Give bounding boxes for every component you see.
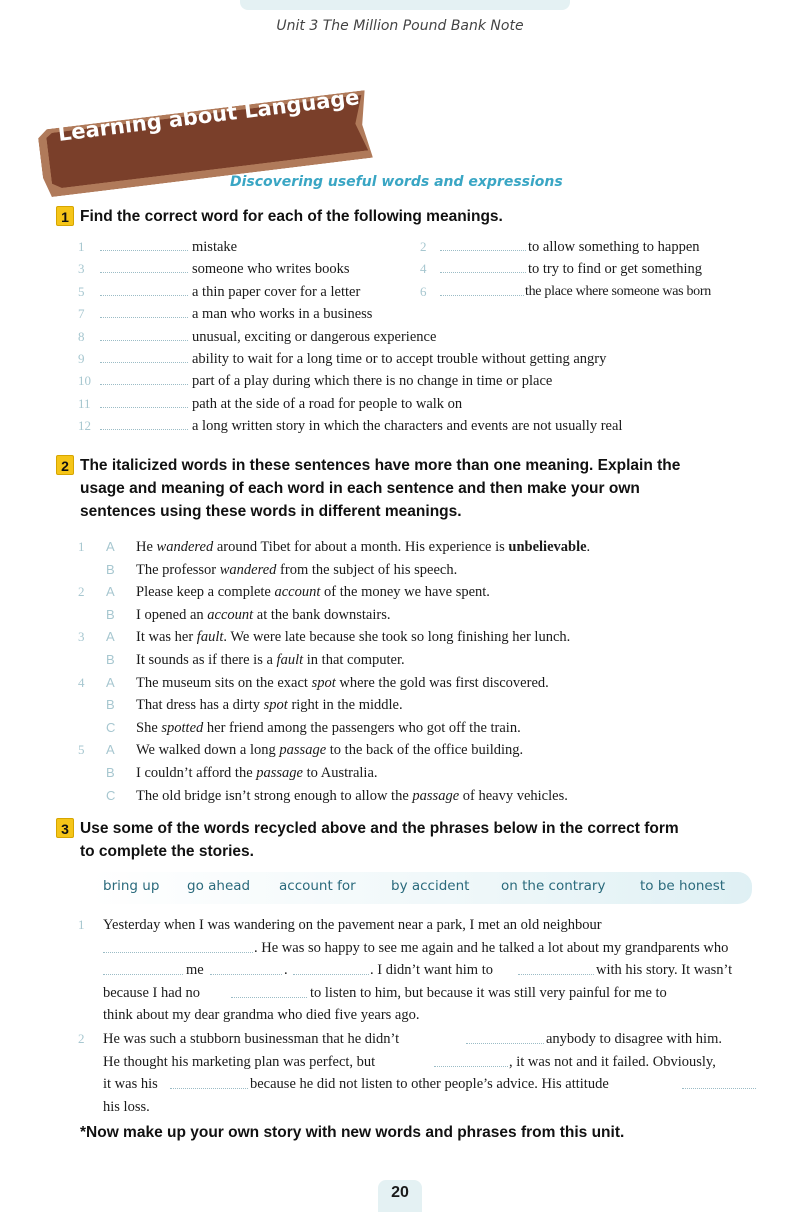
bold-word: unbelievable (508, 539, 587, 555)
answer-blank[interactable] (440, 272, 526, 273)
sentence-text (136, 559, 457, 582)
sentence-row (78, 739, 778, 762)
story-line (78, 1028, 778, 1051)
exercise-number-badge: 3 (56, 818, 74, 838)
story-text: . I didn’t want him to (370, 962, 493, 979)
item-number: 1 (78, 539, 85, 554)
sentence-fragment: to the back of the office building. (326, 742, 524, 759)
item-letter: B (106, 697, 115, 713)
italic-keyword: account (274, 584, 321, 601)
sentence-text (136, 694, 403, 717)
item-letter: B (106, 606, 115, 622)
list-item (78, 415, 778, 437)
italic-keyword: spot (311, 674, 336, 691)
sentence-fragment: The museum sits on the exact (136, 674, 312, 691)
page-number: 20 (391, 1184, 409, 1201)
sentence-fragment: I couldn’t afford the (136, 764, 257, 781)
item-definition: mistake (192, 239, 238, 255)
story-number: 1 (78, 917, 85, 932)
sentence-fragment: around Tibet for about a month. His experience is (213, 539, 509, 555)
answer-blank[interactable] (170, 1088, 248, 1089)
final-prompt: *Now make up your own story with new words and phrases from this unit. (80, 1124, 625, 1141)
item-number: 5 (78, 742, 85, 758)
item-definition: unusual, exciting or dangerous experience (192, 328, 437, 345)
instruction-line: The italicized words in these sentences have more than one meaning. Explain the (80, 457, 681, 474)
story-1 (78, 914, 778, 1027)
sentence-fragment: where the gold was first discovered. (335, 674, 549, 691)
story-text: . He was so happy to see me again and he talked a lot about my grandparents who (254, 939, 729, 956)
exercise-1-items (78, 236, 778, 438)
section-subtitle: Discovering useful words and expressions (230, 174, 563, 190)
story-text: , it was not and it failed. Obviously, (509, 1053, 716, 1070)
item-number: 6 (420, 283, 427, 299)
top-decor-band (240, 0, 570, 10)
sentence-row (78, 672, 778, 695)
italic-keyword: fault (196, 629, 224, 646)
item-number: 1 (78, 239, 85, 254)
italic-keyword: fault (276, 651, 304, 668)
item-letter: A (106, 674, 115, 690)
exercise-3-instruction (80, 817, 760, 863)
item-number: 5 (78, 283, 85, 299)
sentence-fragment: of the money we have spent. (320, 584, 490, 601)
item-number: 10 (78, 373, 91, 389)
sentence-fragment: I opened an (136, 606, 208, 623)
sentence-text (136, 536, 590, 559)
story-number: 2 (78, 1031, 85, 1046)
italic-keyword: spotted (161, 719, 204, 736)
item-letter: A (106, 629, 115, 645)
italic-keyword: wandered (156, 539, 214, 555)
sentence-fragment: . We were late because she took so long finishing her lunch. (223, 629, 571, 646)
sentence-row (78, 559, 778, 582)
answer-blank[interactable] (100, 272, 188, 273)
item-definition: a thin paper cover for a letter (192, 283, 361, 300)
item-number: 7 (78, 306, 85, 322)
exercise-1-instruction: Find the correct word for each of the following meanings. (80, 208, 503, 225)
list-item (78, 303, 778, 325)
sentence-text (136, 626, 570, 649)
item-letter: B (106, 561, 115, 577)
phrase-item: on the contrary (501, 878, 606, 894)
sentence-fragment: She (136, 719, 162, 736)
answer-blank[interactable] (682, 1088, 756, 1089)
phrase-item: go ahead (187, 878, 251, 894)
story-text: it was his (103, 1076, 158, 1093)
running-header: Unit 3 The Million Pound Bank Note (276, 18, 524, 34)
sentence-row (78, 762, 778, 785)
answer-blank[interactable] (466, 1043, 544, 1044)
sentence-fragment: right in the middle. (287, 697, 403, 714)
sentence-fragment: That dress has a dirty (136, 697, 264, 714)
item-definition: to try to find or get something (528, 261, 702, 278)
answer-blank[interactable] (100, 340, 188, 341)
list-item (78, 326, 778, 348)
list-item (78, 348, 778, 370)
story-text: He was such a stubborn businessman that he didn’t (103, 1031, 400, 1047)
item-number: 11 (78, 395, 91, 411)
item-number: 2 (78, 584, 85, 600)
sentence-fragment: in that computer. (303, 651, 405, 668)
list-item (78, 236, 778, 258)
italic-keyword: wandered (219, 561, 277, 578)
story-line (78, 1004, 778, 1027)
item-letter: A (106, 742, 115, 758)
item-number: 3 (78, 629, 85, 645)
item-definition: ability to wait for a long time or to accept trouble without getting angry (192, 350, 607, 367)
item-definition: path at the side of a road for people to walk on (192, 395, 463, 412)
story-text: me (186, 962, 204, 979)
story-text: anybody to disagree with him. (546, 1031, 722, 1047)
answer-blank[interactable] (434, 1066, 508, 1067)
italic-keyword: account (207, 606, 254, 623)
answer-blank[interactable] (100, 295, 188, 296)
sentence-fragment: The old bridge isn’t strong enough to allow the (136, 787, 413, 804)
story-line (78, 959, 778, 982)
sentence-text (136, 717, 521, 740)
story-line (78, 914, 778, 937)
sentence-fragment: . (586, 539, 591, 555)
instruction-line: to complete the stories. (80, 843, 254, 860)
item-number: 3 (78, 261, 85, 277)
sentence-fragment: It sounds as if there is a (136, 651, 277, 668)
sentence-text (136, 739, 523, 762)
exercise-3-heading (56, 817, 760, 863)
sentence-text (136, 581, 490, 604)
item-definition: a long written story in which the characters and events are not usually real (192, 418, 623, 435)
italic-keyword: passage (412, 787, 460, 804)
story-text: to listen to him, but because it was still very painful for me to (310, 984, 667, 1001)
item-number: 12 (78, 418, 91, 434)
sentence-fragment: from the subject of his speech. (276, 561, 458, 578)
phrase-item: by accident (391, 878, 470, 894)
story-text: Yesterday when I was wandering on the pavement near a park, I met an old neighbour (103, 917, 602, 933)
sentence-fragment: He (136, 539, 157, 555)
sentence-text (136, 604, 391, 627)
italic-keyword: passage (279, 742, 327, 759)
story-line (78, 1096, 778, 1119)
sentence-text (136, 785, 568, 808)
item-number: 4 (420, 261, 427, 277)
exercise-2-sentences (78, 536, 778, 807)
italic-keyword: spot (263, 697, 288, 714)
sentence-fragment: Please keep a complete (136, 584, 275, 601)
story-text: because I had no (103, 984, 201, 1001)
item-definition: a man who works in a business (192, 306, 373, 323)
answer-blank[interactable] (100, 362, 188, 363)
answer-blank[interactable] (440, 295, 524, 296)
sentence-fragment: to Australia. (303, 764, 378, 781)
exercise-2-heading (56, 454, 760, 523)
list-item (78, 393, 778, 415)
sentence-fragment: at the bank downstairs. (253, 606, 391, 623)
sentence-text (136, 672, 549, 695)
story-text: think about my dear grandma who died five years ago. (103, 1007, 420, 1024)
exercise-1-heading (56, 205, 760, 228)
instruction-line: Use some of the words recycled above and the phrases below in the correct form (80, 820, 679, 837)
item-letter: B (106, 651, 115, 667)
list-item (78, 281, 778, 303)
exercise-number-badge: 1 (56, 206, 74, 226)
italic-keyword: passage (256, 764, 303, 781)
answer-blank[interactable] (518, 974, 594, 975)
sentence-fragment: We walked down a long (136, 742, 280, 759)
item-number: 9 (78, 350, 85, 366)
item-letter: A (106, 539, 115, 554)
sentence-row (78, 581, 778, 604)
sentence-row (78, 536, 778, 559)
answer-blank[interactable] (100, 250, 188, 251)
answer-blank[interactable] (103, 974, 183, 975)
sentence-fragment: It was her (136, 629, 197, 646)
phrase-item: to be honest (640, 878, 726, 894)
list-item (78, 258, 778, 280)
answer-blank[interactable] (100, 317, 188, 318)
sentence-fragment: of heavy vehicles. (459, 787, 568, 804)
item-number: 8 (78, 328, 85, 344)
item-definition: the place where someone was born (525, 283, 711, 299)
sentence-fragment: The professor (136, 561, 220, 578)
item-letter: B (106, 764, 115, 780)
answer-blank[interactable] (210, 974, 282, 975)
sentence-text (136, 762, 378, 785)
item-letter: A (106, 584, 115, 600)
item-letter: C (106, 719, 116, 735)
answer-blank[interactable] (293, 974, 369, 975)
story-text: He thought his marketing plan was perfect, but (103, 1053, 376, 1070)
sentence-row (78, 604, 778, 627)
answer-blank[interactable] (440, 250, 526, 251)
list-item (78, 370, 778, 392)
answer-blank[interactable] (103, 952, 253, 953)
story-line (78, 1073, 778, 1096)
sentence-text (136, 649, 405, 672)
sentence-row (78, 785, 778, 808)
story-2 (78, 1028, 778, 1118)
sentence-row (78, 649, 778, 672)
story-line (78, 982, 778, 1005)
item-definition: someone who writes books (192, 261, 350, 278)
story-text: because he did not listen to other people’s advice. His attitude (250, 1076, 609, 1093)
story-text: . (284, 962, 288, 979)
story-text: with his story. It wasn’t (596, 962, 733, 979)
phrase-item: bring up (103, 878, 160, 894)
answer-blank[interactable] (231, 997, 307, 998)
item-number: 2 (420, 239, 427, 254)
item-definition: to allow something to happen (528, 239, 700, 255)
answer-blank[interactable] (100, 429, 188, 430)
item-definition: part of a play during which there is no change in time or place (192, 373, 553, 390)
sentence-row (78, 626, 778, 649)
story-text: his loss. (103, 1098, 150, 1115)
answer-blank[interactable] (100, 384, 188, 385)
phrase-item: account for (279, 878, 356, 894)
story-line (78, 937, 778, 960)
exercise-2-instruction (80, 454, 760, 523)
sentence-row (78, 717, 778, 740)
item-letter: C (106, 787, 116, 803)
banner-title: Learning about Language (56, 85, 361, 146)
item-number: 4 (78, 674, 85, 690)
sentence-fragment: her friend among the passengers who got off the train. (203, 719, 521, 736)
story-line (78, 1051, 778, 1074)
sentence-row (78, 694, 778, 717)
instruction-line: sentences using these words in different meanings. (80, 503, 462, 520)
exercise-number-badge: 2 (56, 455, 74, 475)
answer-blank[interactable] (100, 407, 188, 408)
instruction-line: usage and meaning of each word in each sentence and then make your own (80, 480, 640, 497)
